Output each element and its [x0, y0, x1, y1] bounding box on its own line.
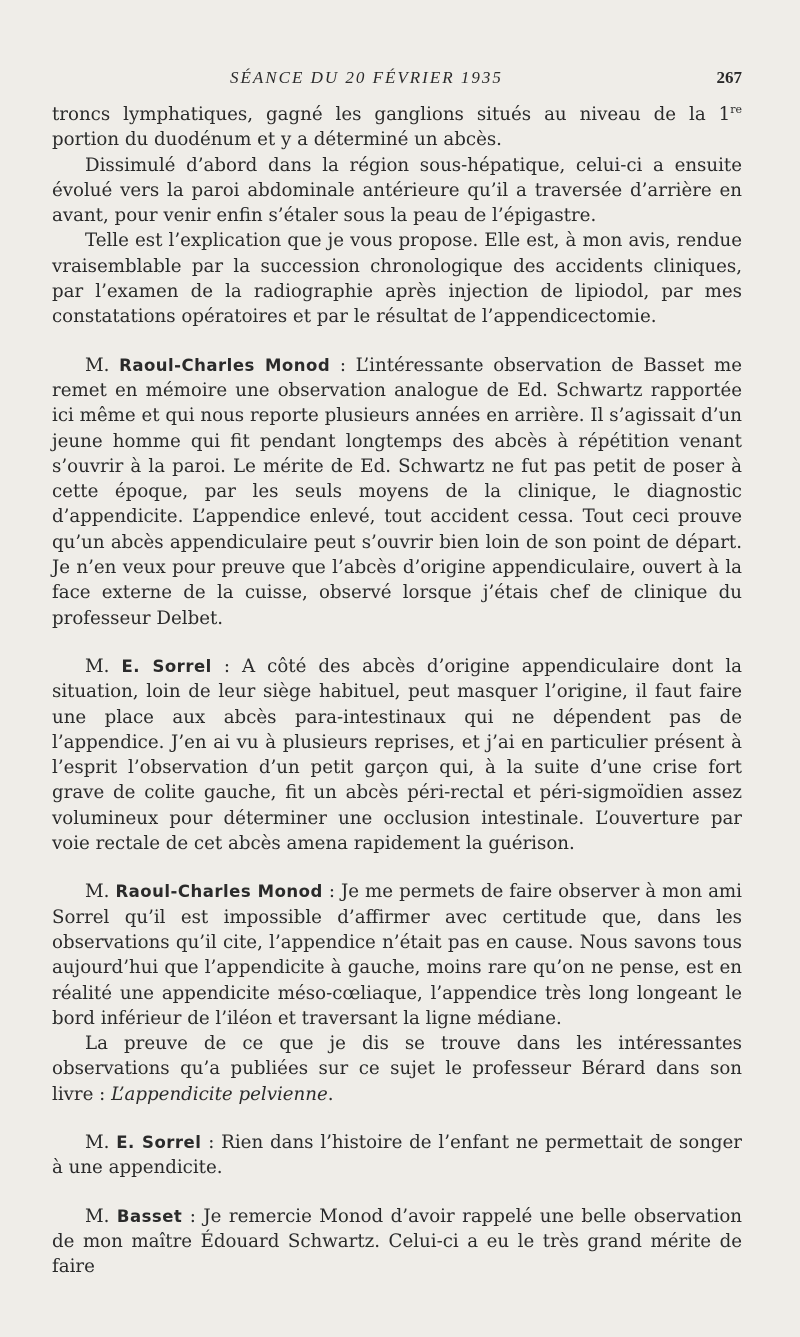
paragraph-text: : A côté des abcès d’origine appendiculaire dont la situation, loin de leur siège habituel, peut masquer l’origine, il faut faire une place aux abcès para-intestinaux qui ne dépendent pas de l’appendice. J’en ai vu à plusieurs reprises, et j’ai en particulier présent à l’esprit l’observation d’un petit garçon qui, à la suite d’une crise fort grave de colite gauche, fit un abcès péri-rectal et péri-sigmoïdien assez volumineux pour déterminer une occlusion intestinale. L’ouverture par voie rectale de cet abcès amena rapidement la guérison. — [52, 655, 743, 855]
paragraph — [52, 879, 742, 1031]
page-header — [52, 68, 742, 88]
book-title: L’appendicite pelvienne — [111, 1083, 328, 1105]
paragraph-text: troncs lymphatiques, gagné les ganglions situés au niveau de la 1 — [52, 104, 731, 125]
speaker-name: E. Sorrel — [116, 1132, 202, 1152]
paragraph-text: : Je remercie Monod d’avoir rappelé une belle observation de mon maître Édouard Schwartz. Celui-ci a eu le très grand mérite de faire — [52, 1205, 742, 1278]
running-title: SÉANCE DU 20 FÉVRIER 1935 — [230, 68, 503, 87]
superscript: re — [730, 102, 742, 116]
paragraph — [52, 102, 742, 153]
speaker-name: Raoul-Charles Monod — [115, 882, 323, 902]
paragraph-text: portion du duodénum et y a déterminé un abcès. — [52, 129, 502, 151]
paragraph — [52, 1130, 742, 1181]
paragraph — [52, 1204, 742, 1280]
speaker-name: Basset — [116, 1206, 183, 1226]
paragraph — [52, 353, 742, 631]
speaker-prefix: M. — [85, 1205, 117, 1227]
paragraph-text: : Je me permets de faire observer à mon ami Sorrel qu’il est impossible d’affirmer avec certitude que, dans les observations qu’il cite, l’appendice n’était pas en cause. Nous savons tous aujourd’hui que l’appendicite à gauche, moins rare qu’on ne pense, est en réalité une appendicite méso-cœliaque, l’appendice très long longeant le bord inférieur de l’iléon et traversant la ligne médiane. — [52, 881, 742, 1029]
paragraph: Telle est l’explication que je vous propose. Elle est, à mon avis, rendue vraisemblable par la succession chronologique des accidents cliniques, par l’examen de la radiographie après injection de lipiodol, par mes constatations opératoires et par le résultat de l’appendicectomie. — [52, 230, 742, 328]
text-body — [52, 102, 742, 1279]
speaker-name: E. Sorrel — [121, 656, 212, 676]
paragraph — [52, 654, 742, 856]
paragraph — [52, 1031, 742, 1107]
speaker-prefix: M. — [85, 354, 120, 376]
speaker-prefix: M. — [85, 1131, 117, 1153]
paragraph: Dissimulé d’abord dans la région sous-hépatique, celui-ci a ensuite évolué vers la paroi abdominale antérieure qu’il a traversée d’arrière en avant, pour venir enfin s’étaler sous la peau de l’épigastre. — [52, 154, 742, 227]
document-page — [52, 68, 742, 1279]
paragraph-text: . — [327, 1083, 334, 1105]
paragraph-text: La preuve de ce que je dis se trouve dans les intéressantes observations qu’a publiées sur ce sujet le professeur Bérard dans son livre : — [52, 1033, 742, 1105]
speaker-prefix: M. — [85, 881, 116, 903]
paragraph-text: : Rien dans l’histoire de l’enfant ne permettait de songer à une appendicite. — [52, 1131, 743, 1179]
speaker-prefix: M. — [85, 655, 122, 677]
speaker-name: Raoul-Charles Monod — [119, 355, 331, 375]
page-number: 267 — [716, 68, 742, 87]
paragraph-text: : L’intéressante observation de Basset me remet en mémoire une observation analogue de Ed. Schwartz rapportée ici même et qui nous reporte plusieurs années en arrière. Il s’agissait d’un jeune homme qui fit pendant longtemps des abcès à répétition venant s’ouvrir à la paroi. Le mérite de Ed. Schwartz ne fut pas petit de poser à cette époque, par les seuls moyens de la clinique, le diagnostic d’appendicite. L’appendice enlevé, tout accident cessa. Tout ceci prouve qu’un abcès appendiculaire peut s’ouvrir bien loin de son point de départ. Je n’en veux pour preuve que l’abcès d’origine appendiculaire, ouvert à la face externe de la cuisse, observé lorsque j’étais chef de clinique du professeur Delbet. — [52, 354, 742, 629]
